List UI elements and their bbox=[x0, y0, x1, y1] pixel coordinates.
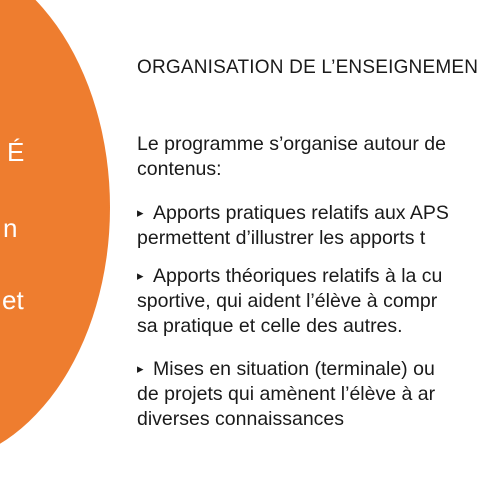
bullet-line: permettent d’illustrer les apports t bbox=[137, 227, 426, 249]
bullet-line bbox=[137, 356, 435, 382]
bullet-marker-icon: ▸ bbox=[137, 361, 144, 376]
circle-text-fragment: et bbox=[2, 285, 24, 315]
intro-paragraph bbox=[137, 132, 446, 182]
bullet-line bbox=[137, 263, 442, 289]
bullet-text: Apports pratiques relatifs aux APS bbox=[153, 202, 449, 224]
bullet-text: Apports théoriques relatifs à la cu bbox=[153, 265, 443, 287]
circle-text-fragment: É bbox=[7, 137, 25, 167]
bullet-line: de projets qui amènent l’élève à ar bbox=[137, 383, 436, 405]
bullet-marker-icon: ▸ bbox=[137, 268, 144, 283]
bullet-item bbox=[137, 356, 435, 432]
circle-text-fragment: n bbox=[3, 213, 18, 243]
orange-circle-decoration bbox=[0, 0, 110, 465]
bullet-line: diverses connaissances bbox=[137, 408, 345, 430]
slide-title: ORGANISATION DE L’ENSEIGNEMEN bbox=[137, 57, 479, 78]
bullet-line bbox=[137, 200, 449, 226]
bullet-item bbox=[137, 200, 449, 251]
bullet-line: sa pratique et celle des autres. bbox=[137, 315, 403, 337]
bullet-line: sportive, qui aident l’élève à compr bbox=[137, 290, 438, 312]
intro-line: Le programme s’organise autour de bbox=[137, 133, 446, 155]
bullet-text: Mises en situation (terminale) ou bbox=[153, 358, 435, 380]
intro-line: contenus: bbox=[137, 158, 222, 180]
bullet-item bbox=[137, 263, 442, 339]
bullet-marker-icon: ▸ bbox=[137, 205, 144, 220]
